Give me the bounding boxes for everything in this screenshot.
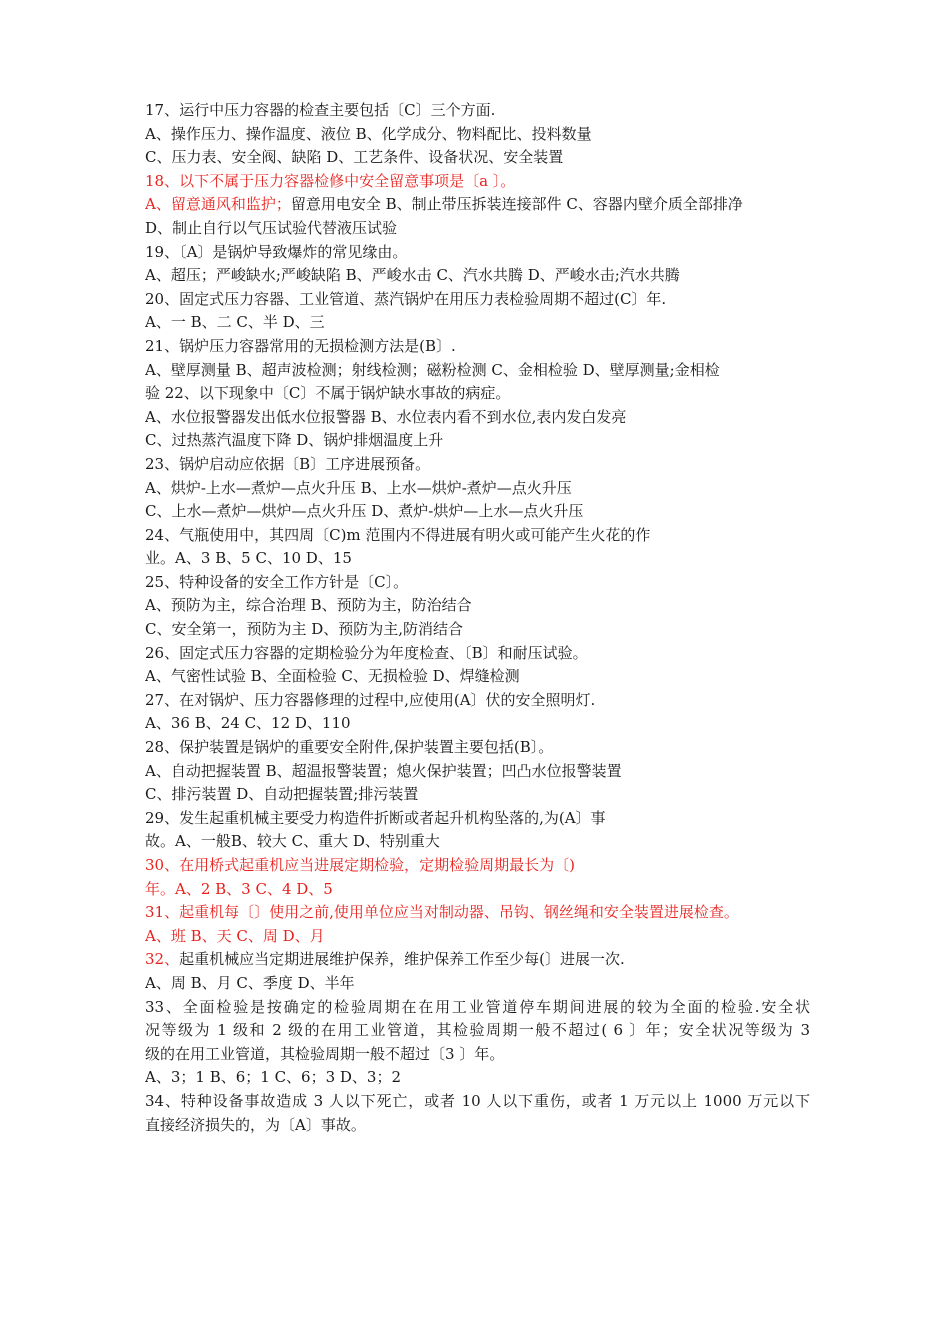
line-text: 29、发生起重机械主要受力构造件折断或者起升机构坠落的,为(A〕事 — [145, 808, 606, 827]
text-line — [145, 170, 810, 194]
text-line — [145, 1090, 810, 1114]
text-line — [145, 382, 810, 406]
line-text: 30、在用桥式起重机应当进展定期检验，定期检验周期最长为〔) — [145, 856, 575, 874]
text-line — [145, 335, 810, 359]
line-text: 32、 — [145, 950, 180, 969]
text-line — [145, 736, 810, 760]
text-line — [145, 901, 810, 925]
text-line — [145, 878, 810, 902]
text-line — [145, 99, 810, 123]
line-text: 况等级为 1 级和 2 级的在用工业管道，其检验周期一般不超过( 6 〕年；安全状况等级为 3 — [145, 1021, 810, 1040]
line-text: 33、全面检验是按确定的检验周期在在用工业管道停车期间进展的较为全面的检验.安全状 — [145, 997, 810, 1016]
line-text: A、留意通风和监护； — [145, 195, 291, 214]
line-text: 21、锅炉压力容器常用的无损检测方法是(B〕. — [145, 336, 456, 355]
line-text: A、36 B、24 C、12 D、110 — [145, 714, 351, 733]
text-line — [145, 1114, 810, 1138]
text-line — [145, 146, 810, 170]
text-line — [145, 1043, 810, 1067]
line-text: 18、以下不属于压力容器检修中安全留意事项是〔a 〕。 — [145, 171, 516, 190]
line-text: 19、〔A〕是锅炉导致爆炸的常见缘由。 — [145, 242, 408, 261]
line-text: 验 22、以下现象中〔C〕不属于锅炉缺水事故的病症。 — [145, 384, 511, 403]
text-line — [145, 241, 810, 265]
text-line — [145, 193, 810, 217]
line-text: 34、特种设备事故造成 3 人以下死亡，或者 10 人以下重伤，或者 1 万元以上 1000 万元以下 — [145, 1091, 810, 1110]
text-line — [145, 972, 810, 996]
line-text: A、自动把握装置 B、超温报警装置；熄火保护装置；凹凸水位报警装置 — [145, 761, 622, 780]
line-text: 31、起重机每〔〕使用之前,使用单位应当对制动器、吊钩、钢丝绳和安全装置进展检查。 — [145, 903, 739, 922]
line-text: A、气密性试验 B、全面检验 C、无损检验 D、焊缝检测 — [145, 667, 520, 686]
line-text: C、安全第一，预防为主 D、预防为主,防消结合 — [145, 620, 464, 639]
line-text: 28、保护装置是锅炉的重要安全附件,保护装置主要包括(B〕。 — [145, 738, 554, 757]
line-text-tail: 留意用电安全 B、制止带压拆装连接部件 C、容器内壁介质全部排净 — [290, 195, 743, 214]
text-line — [145, 477, 810, 501]
text-line — [145, 665, 810, 689]
text-line — [145, 500, 810, 524]
text-line — [145, 712, 810, 736]
line-text: C、排污装置 D、自动把握装置;排污装置 — [145, 785, 419, 804]
line-text: A、预防为主，综合治理 B、预防为主，防治结合 — [145, 596, 472, 615]
text-line — [145, 807, 810, 831]
text-line — [145, 760, 810, 784]
line-text: A、烘炉-上水—煮炉—点火升压 B、上水—烘炉-煮炉—点火升压 — [145, 478, 572, 497]
line-text: 年。A、2 B、3 C、4 D、5 — [145, 879, 333, 898]
line-text: 业。A、3 B、5 C、10 D、15 — [145, 549, 352, 568]
text-line — [145, 996, 810, 1020]
text-line — [145, 429, 810, 453]
line-text: A、班 B、天 C、周 D、月 — [145, 926, 325, 945]
text-line — [145, 1066, 810, 1090]
text-line — [145, 925, 810, 949]
text-line — [145, 571, 810, 595]
text-line — [145, 406, 810, 430]
line-text-tail: 起重机械应当定期进展维护保养，维护保养工作至少每(〕进展一次. — [179, 950, 625, 969]
line-text: C、压力表、安全阀、缺陷 D、工艺条件、设备状况、安全装置 — [145, 148, 564, 167]
line-text: A、周 B、月 C、季度 D、半年 — [145, 973, 355, 992]
text-line — [145, 618, 810, 642]
text-line — [145, 524, 810, 548]
text-line — [145, 453, 810, 477]
line-text: A、壁厚测量 B、超声波检测；射线检测；磁粉检测 C、金相检验 D、壁厚测量;金相检 — [145, 360, 720, 379]
text-line — [145, 547, 810, 571]
text-line — [145, 854, 810, 878]
text-line — [145, 642, 810, 666]
line-text: 26、固定式压力容器的定期检验分为年度检查、〔B〕和耐压试验。 — [145, 643, 588, 662]
text-line — [145, 1019, 810, 1043]
line-text: C、上水—煮炉—烘炉—点火升压 D、煮炉-烘炉—上水—点火升压 — [145, 502, 584, 521]
text-line — [145, 264, 810, 288]
line-text: C、过热蒸汽温度下降 D、锅炉排烟温度上升 — [145, 431, 444, 450]
document-body — [145, 99, 810, 1137]
line-text: D、制止自行以气压试验代替液压试验 — [145, 218, 398, 237]
text-line — [145, 594, 810, 618]
line-text: A、操作压力、操作温度、液位 B、化学成分、物料配比、投料数量 — [145, 124, 592, 143]
text-line — [145, 217, 810, 241]
line-text: A、一 B、二 C、半 D、三 — [145, 313, 325, 332]
line-text: 级的在用工业管道，其检验周期一般不超过〔3 〕年。 — [145, 1044, 505, 1063]
text-line — [145, 359, 810, 383]
line-text: 直接经济损失的，为〔A〕事故。 — [145, 1115, 366, 1134]
line-text: 20、固定式压力容器、工业管道、蒸汽锅炉在用压力表检验周期不超过(C〕年. — [145, 289, 667, 308]
text-line — [145, 123, 810, 147]
line-text: 27、在对锅炉、压力容器修理的过程中,应使用(A〕伏的安全照明灯. — [145, 690, 596, 709]
line-text: A、3；1 B、6；1 C、6；3 D、3；2 — [145, 1068, 402, 1087]
text-line — [145, 311, 810, 335]
line-text: A、超压；严峻缺水;严峻缺陷 B、严峻水击 C、汽水共腾 D、严峻水击;汽水共腾 — [145, 266, 680, 285]
text-line — [145, 948, 810, 972]
text-line — [145, 288, 810, 312]
line-text: A、水位报警器发出低水位报警器 B、水位表内看不到水位,表内发白发亮 — [145, 407, 627, 426]
line-text: 23、锅炉启动应依据〔B〕工序进展预备。 — [145, 454, 431, 473]
text-line — [145, 783, 810, 807]
text-line — [145, 830, 810, 854]
line-text: 24、气瓶使用中，其四周〔C)m 范围内不得进展有明火或可能产生火花的作 — [145, 525, 651, 544]
text-line — [145, 689, 810, 713]
line-text: 故。A、一般B、较大 C、重大 D、特别重大 — [145, 832, 440, 851]
line-text: 25、特种设备的安全工作方针是〔C〕。 — [145, 572, 409, 591]
line-text: 17、运行中压力容器的检查主要包括〔C〕三个方面. — [145, 101, 496, 119]
